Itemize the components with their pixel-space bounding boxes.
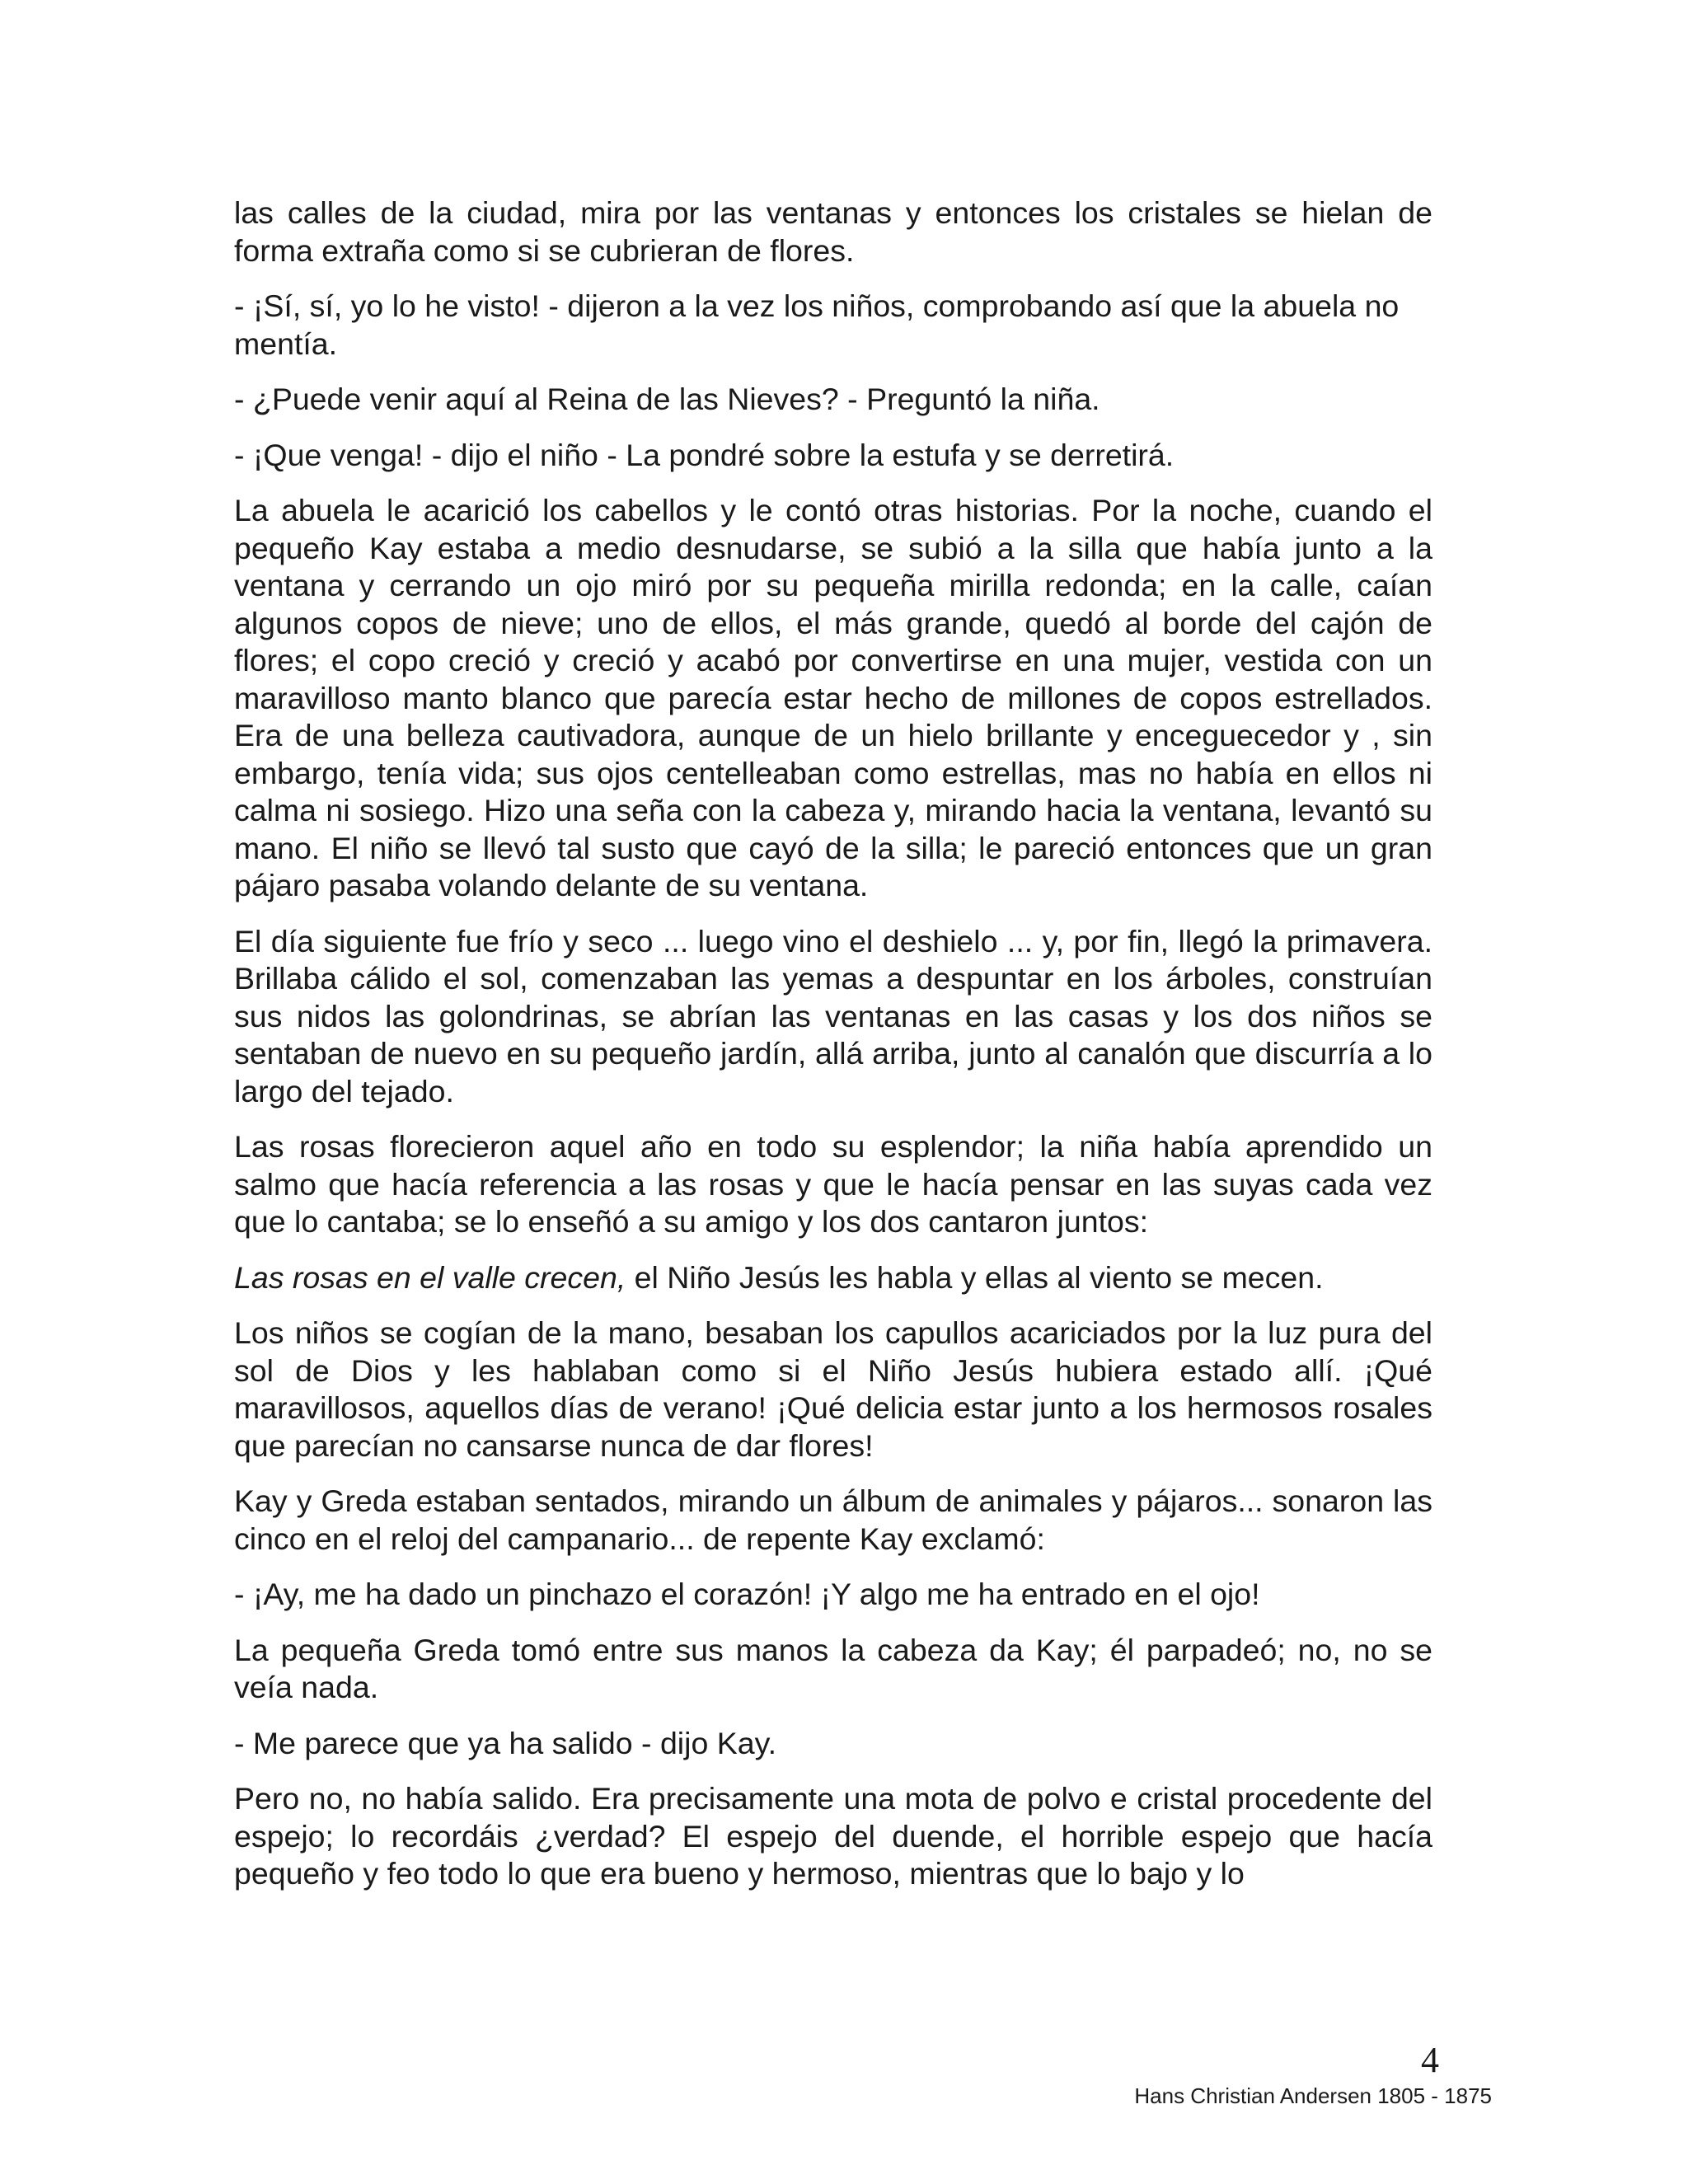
dialogue-line: - ¡Ay, me ha dado un pinchazo el corazón! ¡Y algo me ha entrado en el ojo! (234, 1577, 1260, 1611)
paragraph: Los niños se cogían de la mano, besaban los capullos acariciados por la luz pura del sol de Dios y les hablaban como si el Niño Jesús hubiera estado allí. ¡Qué maravillosos, aquellos días de verano! ¡Qué delicia estar junto a los hermosos rosales que parecían no cansarse nunca de dar flores! (234, 1315, 1432, 1463)
dialogue-line: - Me parece que ya ha salido - dijo Kay. (234, 1725, 776, 1760)
paragraph: El día siguiente fue frío y seco ... luego vino el deshielo ... y, por fin, llegó la primavera. Brillaba cálido el sol, comenzaban las yemas a despuntar en los árboles, construían sus nidos las golondrinas, se abrían las ventanas en las casas y los dos niños se sentaban de nuevo en su pequeño jardín, allá arriba, junto al canalón que discurría a lo largo del tejado. (234, 923, 1432, 1108)
paragraph: Las rosas florecieron aquel año en todo su esplendor; la niña había aprendido un salmo que hacía referencia a las rosas y que le hacía pensar en las suyas cada vez que lo cantaba; se lo enseñó a su amigo y los dos cantaron juntos: (234, 1129, 1432, 1239)
page-number: 4 (1421, 2040, 1439, 2080)
paragraph: Kay y Greda estaban sentados, mirando un álbum de animales y pájaros... sonaron las cinco en el reloj del campanario... de repente Kay exclamó: (234, 1483, 1432, 1556)
footer-author: Hans Christian Andersen 1805 - 1875 (1134, 2083, 1492, 2108)
dialogue-line: - ¡Sí, sí, yo lo he visto! - dijeron a la vez los niños, comprobando así que la abuela no mentía. (234, 288, 1400, 361)
dialogue-line: - ¿Puede venir aquí al Reina de las Nieves? - Preguntó la niña. (234, 382, 1100, 416)
paragraph: La pequeña Greda tomó entre sus manos la cabeza da Kay; él parpadeó; no, no se veía nada. (234, 1632, 1432, 1704)
dialogue-line: - ¡Que venga! - dijo el niño - La pondré sobre la estufa y se derretirá. (234, 437, 1175, 472)
paragraph: La abuela le acarició los cabellos y le contó otras historias. Por la noche, cuando el pequeño Kay estaba a medio desnudarse, se subió a la silla que había junto a la ventana y cerrando un ojo miró por su pequeña mirilla redonda; en la calle, caían algunos copos de nieve; uno de ellos, el más grande, quedó al borde del cajón de flores; el copo creció y creció y acabó por convertirse en una mujer, vestida con un maravilloso manto blanco que parecía estar hecho de millones de copos estrellados. Era de una belleza cautivadora, aunque de un hielo brillante y enceguecedor y , sin embargo, tenía vida; sus ojos centelleaban como estrellas, mas no había en ellos ni calma ni sosiego. Hizo una seña con la cabeza y, mirando hacia la ventana, levantó su mano. El niño se llevó tal susto que cayó de la silla; le pareció entonces que un gran pájaro pasaba volando delante de su ventana. (234, 493, 1432, 902)
psalm-line (234, 1259, 1432, 1297)
paragraph: las calles de la ciudad, mira por las ventanas y entonces los cristales se hielan de forma extraña como si se cubrieran de flores. (234, 195, 1432, 268)
psalm-italic: Las rosas en el valle crecen, (234, 1259, 626, 1295)
paragraph: Pero no, no había salido. Era precisamente una mota de polvo e cristal procedente del espejo; lo recordáis ¿verdad? El espejo del duende, el horrible espejo que hacía pequeño y feo todo lo que era bueno y hermoso, mientras que lo bajo y lo (234, 1781, 1432, 1891)
psalm-rest: el Niño Jesús les habla y ellas al viento se mecen. (626, 1259, 1324, 1295)
body-text (234, 194, 1432, 1911)
